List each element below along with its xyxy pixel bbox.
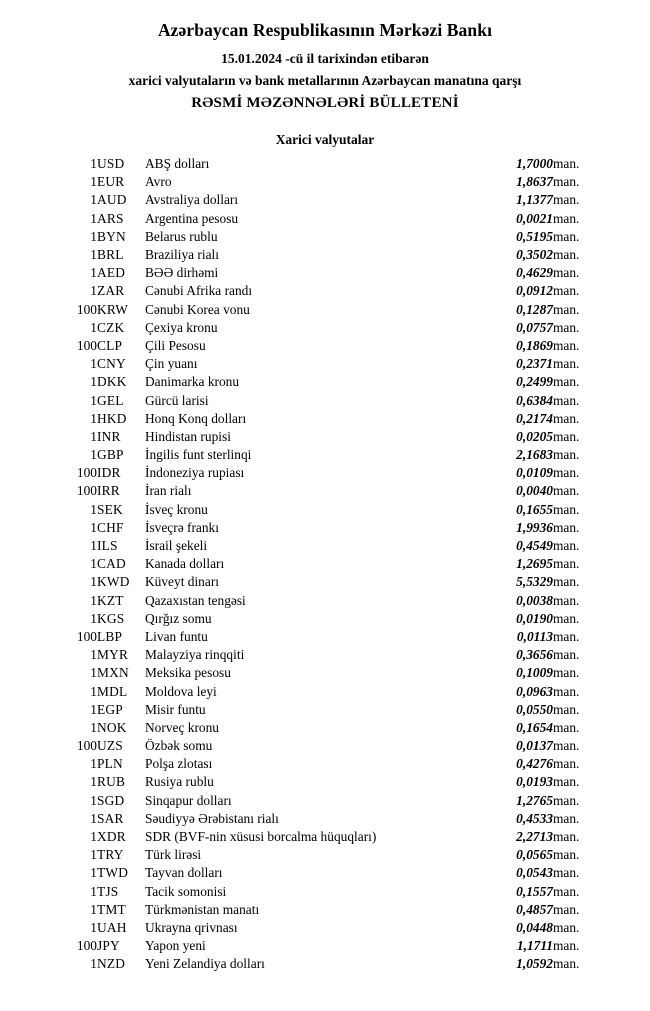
currency-name: Qazaxıstan tengəsi bbox=[145, 592, 246, 608]
currency-rate: 1,1377 bbox=[516, 192, 553, 208]
currency-rate: 0,4276 bbox=[516, 756, 553, 772]
currency-unit-label: man. bbox=[553, 538, 580, 554]
currency-unit-label: man. bbox=[553, 738, 580, 754]
table-row bbox=[45, 410, 605, 428]
currency-name: Çexiya kronu bbox=[145, 319, 218, 335]
currency-unit-label: man. bbox=[553, 465, 580, 481]
currency-code: DKK bbox=[97, 374, 127, 390]
currency-unit-label: man. bbox=[553, 956, 580, 972]
currency-rate: 0,4549 bbox=[516, 538, 553, 554]
table-row bbox=[45, 246, 605, 264]
currency-rate: 0,2174 bbox=[516, 410, 553, 426]
currency-quantity: 1 bbox=[90, 283, 97, 299]
currency-code: IDR bbox=[97, 465, 121, 481]
currency-unit-label: man. bbox=[553, 519, 580, 535]
currency-unit-label: man. bbox=[553, 574, 580, 590]
currency-quantity: 1 bbox=[90, 501, 97, 517]
currency-rate: 1,9936 bbox=[516, 519, 553, 535]
table-row bbox=[45, 519, 605, 537]
table-row bbox=[45, 537, 605, 555]
currency-name: Səudiyyə Ərəbistanı rialı bbox=[145, 810, 279, 826]
currency-code: MDL bbox=[97, 683, 128, 699]
currency-name: Türk lirəsi bbox=[145, 847, 202, 863]
table-row bbox=[45, 264, 605, 282]
currency-code: MXN bbox=[97, 665, 129, 681]
currency-code: GEL bbox=[97, 392, 124, 408]
currency-quantity: 100 bbox=[76, 938, 97, 954]
effective-date-line: 15.01.2024 -cü il tarixindən etibarən bbox=[221, 51, 429, 66]
table-row bbox=[45, 228, 605, 246]
currency-rates-table bbox=[45, 155, 605, 973]
currency-quantity: 100 bbox=[76, 337, 97, 353]
table-row bbox=[45, 464, 605, 482]
currency-rate: 0,1287 bbox=[516, 301, 553, 317]
currency-quantity: 1 bbox=[90, 647, 97, 663]
currency-name: Polşa zlotası bbox=[145, 756, 213, 772]
currency-code: JPY bbox=[97, 938, 120, 954]
currency-quantity: 1 bbox=[90, 210, 97, 226]
currency-code: CAD bbox=[97, 556, 126, 572]
currency-quantity: 1 bbox=[90, 392, 97, 408]
table-row bbox=[45, 755, 605, 773]
currency-code: CLP bbox=[97, 337, 123, 353]
currency-unit-label: man. bbox=[553, 683, 580, 699]
currency-name: Hindistan rupisi bbox=[145, 428, 231, 444]
table-row bbox=[45, 937, 605, 955]
currency-code: IRR bbox=[97, 483, 120, 499]
currency-name: Malayziya rinqqiti bbox=[145, 647, 245, 663]
table-row bbox=[45, 592, 605, 610]
currency-rate: 0,6384 bbox=[516, 392, 553, 408]
currency-name: Moldova leyi bbox=[145, 683, 217, 699]
table-row bbox=[45, 883, 605, 901]
table-row bbox=[45, 610, 605, 628]
table-row bbox=[45, 355, 605, 373]
currency-code: MYR bbox=[97, 647, 129, 663]
currency-unit-label: man. bbox=[553, 447, 580, 463]
currency-name: Ukrayna qrivnası bbox=[145, 919, 238, 935]
currency-name: Gürcü larisi bbox=[145, 392, 209, 408]
currency-rate: 0,0038 bbox=[516, 592, 553, 608]
currency-quantity: 1 bbox=[90, 247, 97, 263]
currency-rate: 1,2695 bbox=[516, 556, 553, 572]
currency-quantity: 1 bbox=[90, 574, 97, 590]
currency-quantity: 1 bbox=[90, 810, 97, 826]
currency-rate: 0,0205 bbox=[516, 428, 553, 444]
table-row bbox=[45, 282, 605, 300]
currency-quantity: 1 bbox=[90, 610, 97, 626]
currency-code: TWD bbox=[97, 865, 129, 881]
currency-unit-label: man. bbox=[553, 192, 580, 208]
currency-name: Kanada dolları bbox=[145, 556, 225, 572]
currency-unit-label: man. bbox=[553, 592, 580, 608]
currency-code: USD bbox=[97, 156, 125, 172]
currency-quantity: 1 bbox=[90, 719, 97, 735]
currency-code: BYN bbox=[97, 228, 126, 244]
currency-name: Çin yuanı bbox=[145, 356, 198, 372]
currency-name: Avro bbox=[145, 174, 172, 190]
currency-unit-label: man. bbox=[553, 265, 580, 281]
currency-quantity: 1 bbox=[90, 701, 97, 717]
currency-code: ILS bbox=[97, 538, 118, 554]
currency-quantity: 1 bbox=[90, 683, 97, 699]
table-row bbox=[45, 428, 605, 446]
currency-rate: 0,4629 bbox=[516, 265, 553, 281]
currency-rate: 0,0021 bbox=[516, 210, 553, 226]
currency-unit-label: man. bbox=[553, 337, 580, 353]
currency-unit-label: man. bbox=[553, 865, 580, 881]
currency-unit-label: man. bbox=[553, 756, 580, 772]
currency-quantity: 100 bbox=[76, 628, 97, 644]
currency-code: SAR bbox=[97, 810, 124, 826]
table-row bbox=[45, 573, 605, 591]
table-row bbox=[45, 682, 605, 700]
currency-quantity: 1 bbox=[90, 829, 97, 845]
section-title-foreign-currencies: Xarici valyutalar bbox=[275, 132, 375, 147]
currency-quantity: 1 bbox=[90, 174, 97, 190]
currency-rate: 0,0565 bbox=[516, 847, 553, 863]
currency-quantity: 100 bbox=[76, 465, 97, 481]
currency-unit-label: man. bbox=[553, 428, 580, 444]
currency-rate: 0,0550 bbox=[516, 701, 553, 717]
currency-quantity: 1 bbox=[90, 374, 97, 390]
table-row bbox=[45, 955, 605, 973]
currency-name: Meksika pesosu bbox=[145, 665, 231, 681]
currency-code: KWD bbox=[97, 574, 130, 590]
table-row bbox=[45, 337, 605, 355]
currency-name: Yapon yeni bbox=[145, 938, 206, 954]
currency-rate: 1,2765 bbox=[516, 792, 553, 808]
table-row bbox=[45, 864, 605, 882]
currency-name: ABŞ dolları bbox=[145, 156, 210, 172]
currency-unit-label: man. bbox=[553, 301, 580, 317]
currency-quantity: 1 bbox=[90, 665, 97, 681]
table-row bbox=[45, 319, 605, 337]
currency-unit-label: man. bbox=[553, 174, 580, 190]
currency-quantity: 1 bbox=[90, 428, 97, 444]
currency-quantity: 1 bbox=[90, 447, 97, 463]
currency-rate: 0,1009 bbox=[516, 665, 553, 681]
currency-rate: 0,2499 bbox=[516, 374, 553, 390]
currency-code: INR bbox=[97, 428, 121, 444]
table-row bbox=[45, 828, 605, 846]
currency-rate: 1,7000 bbox=[516, 156, 553, 172]
currency-rate: 0,4857 bbox=[516, 901, 553, 917]
currency-code: TRY bbox=[97, 847, 124, 863]
currency-quantity: 1 bbox=[90, 519, 97, 535]
currency-unit-label: man. bbox=[553, 665, 580, 681]
currency-code: NZD bbox=[97, 956, 126, 972]
currency-quantity: 1 bbox=[90, 919, 97, 935]
currency-code: XDR bbox=[97, 829, 126, 845]
currency-name: Küveyt dinarı bbox=[145, 574, 220, 590]
currency-code: ZAR bbox=[97, 283, 125, 299]
currency-name: Özbək somu bbox=[145, 738, 213, 754]
currency-quantity: 1 bbox=[90, 356, 97, 372]
currency-name: Yeni Zelandiya dolları bbox=[145, 956, 265, 972]
currency-quantity: 1 bbox=[90, 956, 97, 972]
currency-unit-label: man. bbox=[553, 810, 580, 826]
currency-unit-label: man. bbox=[553, 938, 580, 954]
currency-name: Avstraliya dolları bbox=[145, 192, 239, 208]
currency-name: Tayvan dolları bbox=[145, 865, 223, 881]
currency-rate: 0,2371 bbox=[516, 356, 553, 372]
currency-rate: 0,0190 bbox=[516, 610, 553, 626]
currency-rate: 0,0963 bbox=[516, 683, 553, 699]
currency-quantity: 1 bbox=[90, 556, 97, 572]
currency-code: KRW bbox=[97, 301, 129, 317]
currency-code: UAH bbox=[97, 919, 127, 935]
table-row bbox=[45, 501, 605, 519]
currency-quantity: 1 bbox=[90, 865, 97, 881]
currency-quantity: 1 bbox=[90, 901, 97, 917]
currency-quantity: 1 bbox=[90, 792, 97, 808]
currency-code: BRL bbox=[97, 247, 124, 263]
currency-name: İndoneziya rupiası bbox=[145, 465, 245, 481]
currency-code: AUD bbox=[97, 192, 127, 208]
currency-quantity: 1 bbox=[90, 774, 97, 790]
currency-name: Qırğız somu bbox=[145, 610, 212, 626]
currency-code: CNY bbox=[97, 356, 126, 372]
currency-quantity: 1 bbox=[90, 228, 97, 244]
currency-name: Sinqapur dolları bbox=[145, 792, 232, 808]
bulletin-title: RƏSMİ MƏZƏNNƏLƏRİ BÜLLETENİ bbox=[191, 95, 459, 111]
document-header bbox=[0, 20, 650, 112]
currency-rate: 0,0912 bbox=[516, 283, 553, 299]
table-row bbox=[45, 719, 605, 737]
currency-quantity: 1 bbox=[90, 410, 97, 426]
currency-unit-label: man. bbox=[553, 556, 580, 572]
currency-name: Türkmənistan manatı bbox=[145, 901, 260, 917]
currency-unit-label: man. bbox=[553, 410, 580, 426]
currency-unit-label: man. bbox=[553, 501, 580, 517]
currency-unit-label: man. bbox=[553, 156, 580, 172]
currency-unit-label: man. bbox=[553, 356, 580, 372]
currency-unit-label: man. bbox=[553, 283, 580, 299]
currency-name: İngilis funt sterlinqi bbox=[145, 447, 252, 463]
currency-unit-label: man. bbox=[553, 792, 580, 808]
currency-name: Honq Konq dolları bbox=[145, 410, 247, 426]
currency-name: Danimarka kronu bbox=[145, 374, 240, 390]
currency-code: EGP bbox=[97, 701, 123, 717]
currency-code: AED bbox=[97, 265, 126, 281]
currency-quantity: 1 bbox=[90, 538, 97, 554]
currency-rate: 0,3656 bbox=[516, 647, 553, 663]
currency-code: UZS bbox=[97, 738, 123, 754]
table-row bbox=[45, 701, 605, 719]
currency-name: Norveç kronu bbox=[145, 719, 219, 735]
table-row bbox=[45, 773, 605, 791]
currency-rate: 0,0113 bbox=[516, 628, 553, 644]
currency-code: KGS bbox=[97, 610, 125, 626]
currency-name: İsveçrə frankı bbox=[145, 519, 219, 535]
currency-code: CZK bbox=[97, 319, 125, 335]
table-row bbox=[45, 646, 605, 664]
table-row bbox=[45, 792, 605, 810]
currency-rate: 0,1654 bbox=[516, 719, 553, 735]
currency-quantity: 1 bbox=[90, 847, 97, 863]
currency-rate: 0,5195 bbox=[516, 228, 553, 244]
currency-name: Çili Pesosu bbox=[145, 337, 206, 353]
currency-unit-label: man. bbox=[553, 883, 580, 899]
currency-unit-label: man. bbox=[553, 701, 580, 717]
currency-code: ARS bbox=[97, 210, 124, 226]
table-row bbox=[45, 919, 605, 937]
currency-name: Cənubi Afrika randı bbox=[145, 283, 253, 299]
currency-quantity: 100 bbox=[76, 483, 97, 499]
currency-unit-label: man. bbox=[553, 774, 580, 790]
currency-rate: 0,0109 bbox=[516, 465, 553, 481]
currency-rate: 1,1711 bbox=[516, 938, 553, 954]
currency-rate: 0,1655 bbox=[516, 501, 553, 517]
currency-rate: 0,0137 bbox=[516, 738, 553, 754]
currency-quantity: 1 bbox=[90, 319, 97, 335]
currency-name: Tacik somonisi bbox=[145, 883, 227, 899]
table-row bbox=[45, 664, 605, 682]
currency-quantity: 100 bbox=[76, 301, 97, 317]
currency-code: SGD bbox=[97, 792, 125, 808]
currency-name: İsrail şekeli bbox=[145, 538, 208, 554]
table-row bbox=[45, 191, 605, 209]
table-row bbox=[45, 155, 605, 173]
currency-rate: 0,4533 bbox=[516, 810, 553, 826]
currency-code: CHF bbox=[97, 519, 124, 535]
currency-unit-label: man. bbox=[553, 628, 580, 644]
currency-rate: 0,1557 bbox=[516, 883, 553, 899]
table-row bbox=[45, 846, 605, 864]
currency-rate: 1,0592 bbox=[516, 956, 553, 972]
currency-unit-label: man. bbox=[553, 610, 580, 626]
table-row bbox=[45, 482, 605, 500]
table-row bbox=[45, 391, 605, 409]
currency-name: Braziliya rialı bbox=[145, 247, 219, 263]
currency-unit-label: man. bbox=[553, 374, 580, 390]
currency-unit-label: man. bbox=[553, 483, 580, 499]
currency-rate: 0,3502 bbox=[516, 247, 553, 263]
currency-name: Rusiya rublu bbox=[145, 774, 214, 790]
currency-unit-label: man. bbox=[553, 829, 580, 845]
table-row bbox=[45, 173, 605, 191]
currency-unit-label: man. bbox=[553, 919, 580, 935]
currency-unit-label: man. bbox=[553, 647, 580, 663]
currency-rate: 2,1683 bbox=[516, 447, 553, 463]
currency-quantity: 1 bbox=[90, 156, 97, 172]
table-row bbox=[45, 737, 605, 755]
currency-quantity: 1 bbox=[90, 592, 97, 608]
currency-name: Argentina pesosu bbox=[145, 210, 239, 226]
currency-rate: 1,8637 bbox=[516, 174, 553, 190]
currency-unit-label: man. bbox=[553, 847, 580, 863]
currency-rate: 0,0448 bbox=[516, 919, 553, 935]
table-row bbox=[45, 446, 605, 464]
currency-quantity: 1 bbox=[90, 756, 97, 772]
currency-code: HKD bbox=[97, 410, 127, 426]
currency-code: EUR bbox=[97, 174, 125, 190]
table-row bbox=[45, 555, 605, 573]
currency-code: NOK bbox=[97, 719, 127, 735]
currency-rates-body bbox=[45, 155, 605, 973]
currency-quantity: 1 bbox=[90, 265, 97, 281]
currency-unit-label: man. bbox=[553, 901, 580, 917]
currency-code: GBP bbox=[97, 447, 124, 463]
table-row bbox=[45, 373, 605, 391]
document-subtitle: xarici valyutaların və bank metallarının Azərbaycan manatına qarşı bbox=[128, 73, 522, 88]
currency-unit-label: man. bbox=[553, 719, 580, 735]
currency-rate: 0,0757 bbox=[516, 319, 553, 335]
currency-unit-label: man. bbox=[553, 392, 580, 408]
currency-quantity: 100 bbox=[76, 738, 97, 754]
currency-code: TJS bbox=[97, 883, 119, 899]
currency-name: Misir funtu bbox=[145, 701, 206, 717]
bank-title: Azərbaycan Respublikasının Mərkəzi Bankı bbox=[157, 20, 493, 40]
currency-code: PLN bbox=[97, 756, 123, 772]
currency-name: BƏƏ dirhəmi bbox=[145, 265, 219, 281]
currency-name: İsveç kronu bbox=[145, 501, 208, 517]
currency-quantity: 1 bbox=[90, 883, 97, 899]
currency-code: LBP bbox=[97, 628, 123, 644]
table-row bbox=[45, 628, 605, 646]
currency-code: RUB bbox=[97, 774, 126, 790]
table-row bbox=[45, 210, 605, 228]
currency-name: Cənubi Korea vonu bbox=[145, 301, 250, 317]
currency-rate: 2,2713 bbox=[516, 829, 553, 845]
currency-rate: 0,0193 bbox=[516, 774, 553, 790]
currency-rate: 5,5329 bbox=[516, 574, 553, 590]
currency-rate: 0,1869 bbox=[516, 337, 553, 353]
currency-unit-label: man. bbox=[553, 247, 580, 263]
table-row bbox=[45, 810, 605, 828]
table-row bbox=[45, 901, 605, 919]
currency-rate: 0,0040 bbox=[516, 483, 553, 499]
currency-code: SEK bbox=[97, 501, 123, 517]
currency-name: Livan funtu bbox=[145, 628, 208, 644]
currency-quantity: 1 bbox=[90, 192, 97, 208]
currency-code: KZT bbox=[97, 592, 124, 608]
currency-unit-label: man. bbox=[553, 228, 580, 244]
currency-name: SDR (BVF-nin xüsusi borcalma hüquqları) bbox=[145, 829, 377, 845]
currency-code: TMT bbox=[97, 901, 126, 917]
currency-name: Belarus rublu bbox=[145, 228, 218, 244]
currency-name: İran rialı bbox=[145, 483, 192, 499]
currency-rate: 0,0543 bbox=[516, 865, 553, 881]
table-row bbox=[45, 301, 605, 319]
currency-unit-label: man. bbox=[553, 319, 580, 335]
currency-unit-label: man. bbox=[553, 210, 580, 226]
